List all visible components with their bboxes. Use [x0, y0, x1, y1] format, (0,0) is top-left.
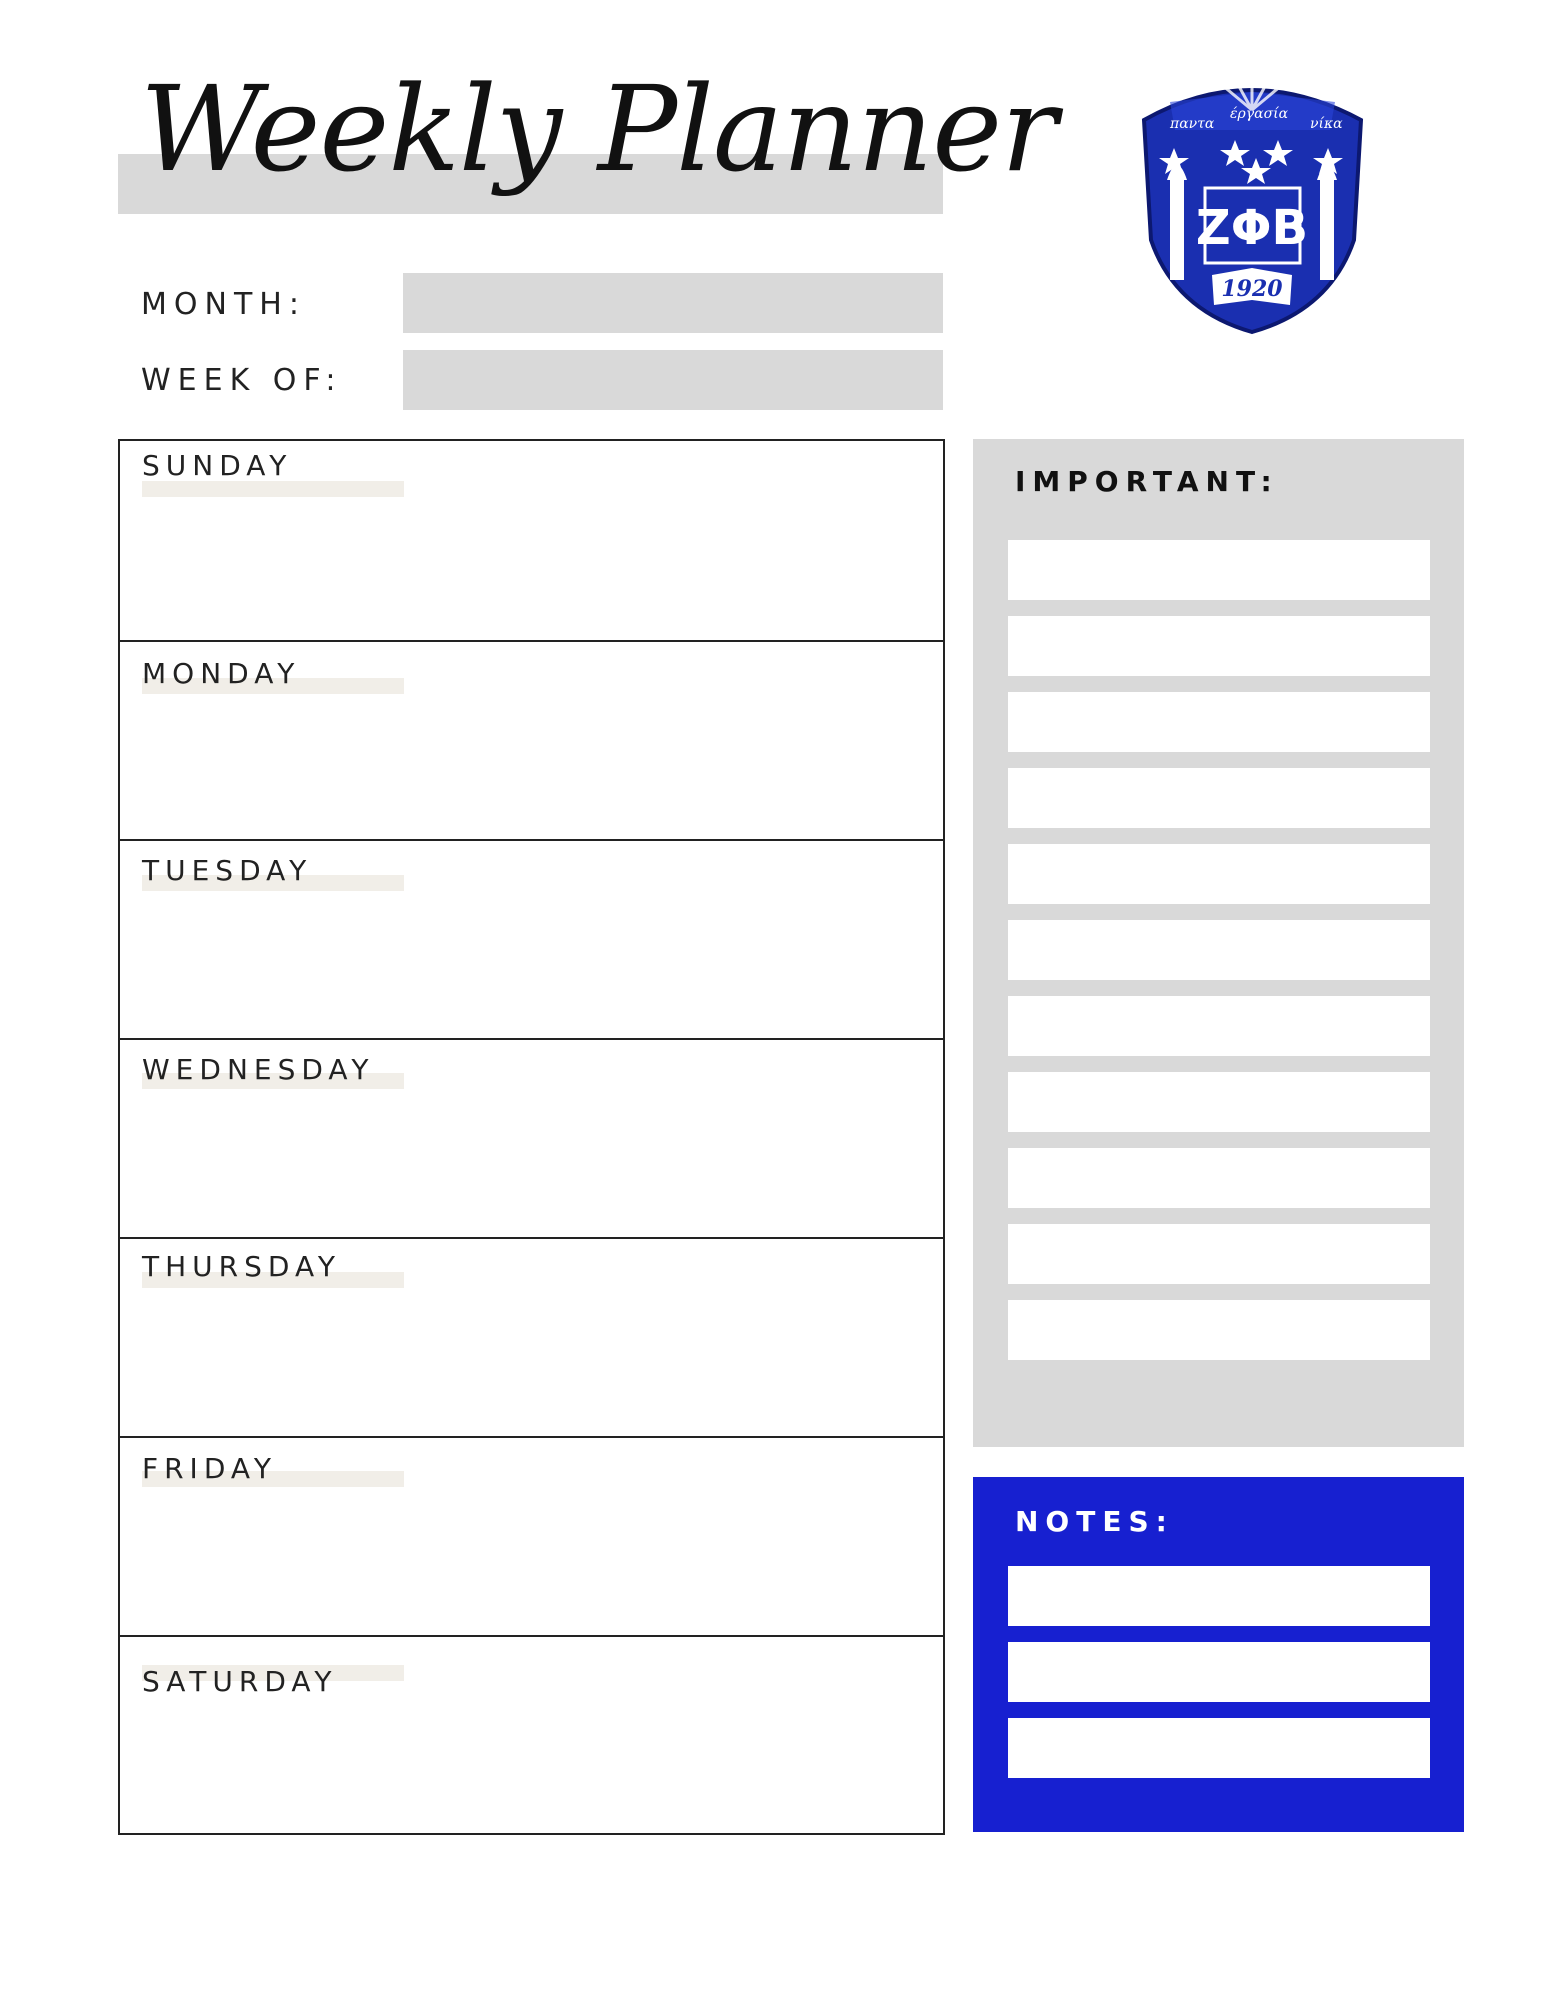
- day-box-monday[interactable]: [120, 640, 943, 839]
- page-title: Weekly Planner: [140, 60, 1057, 198]
- important-line-8[interactable]: [1008, 1072, 1430, 1132]
- important-line-9[interactable]: [1008, 1148, 1430, 1208]
- notes-line-3[interactable]: [1008, 1718, 1430, 1778]
- crest-motto-left: παντα: [1170, 116, 1215, 132]
- crest-letters: ΖΦΒ: [1195, 200, 1309, 256]
- crest-motto-right: νίκα: [1310, 116, 1343, 132]
- fraternity-crest-logo: [1130, 70, 1375, 335]
- notes-panel: [973, 1477, 1464, 1832]
- week-of-input-field[interactable]: [403, 350, 943, 410]
- days-grid: [118, 439, 945, 1835]
- important-line-5[interactable]: [1008, 844, 1430, 904]
- day-label-highlight: [142, 481, 404, 497]
- day-label-saturday: SATURDAY: [142, 1665, 338, 1698]
- day-box-wednesday[interactable]: [120, 1038, 943, 1237]
- day-box-saturday[interactable]: [120, 1635, 943, 1833]
- important-line-11[interactable]: [1008, 1300, 1430, 1360]
- day-label-tuesday: TUESDAY: [142, 854, 313, 887]
- week-of-label: WEEK OF:: [141, 363, 343, 398]
- notes-title: NOTES:: [1015, 1505, 1174, 1538]
- notes-line-1[interactable]: [1008, 1566, 1430, 1626]
- day-box-friday[interactable]: [120, 1436, 943, 1635]
- important-line-4[interactable]: [1008, 768, 1430, 828]
- month-label: MONTH:: [141, 287, 306, 322]
- crest-year: 1920: [1221, 276, 1283, 302]
- day-label-monday: MONDAY: [142, 657, 301, 690]
- day-box-tuesday[interactable]: [120, 839, 943, 1038]
- day-box-thursday[interactable]: [120, 1237, 943, 1436]
- important-title: IMPORTANT:: [1015, 465, 1279, 498]
- notes-line-2[interactable]: [1008, 1642, 1430, 1702]
- crest-motto-center: έργασία: [1230, 106, 1289, 122]
- important-line-1[interactable]: [1008, 540, 1430, 600]
- important-panel: [973, 439, 1464, 1447]
- day-label-wednesday: WEDNESDAY: [142, 1053, 375, 1086]
- day-label-thursday: THURSDAY: [142, 1250, 342, 1283]
- month-input-field[interactable]: [403, 273, 943, 333]
- important-line-7[interactable]: [1008, 996, 1430, 1056]
- important-line-6[interactable]: [1008, 920, 1430, 980]
- important-line-10[interactable]: [1008, 1224, 1430, 1284]
- important-line-3[interactable]: [1008, 692, 1430, 752]
- important-line-2[interactable]: [1008, 616, 1430, 676]
- day-label-sunday: SUNDAY: [142, 449, 293, 482]
- day-box-sunday[interactable]: [120, 441, 943, 640]
- day-label-friday: FRIDAY: [142, 1452, 277, 1485]
